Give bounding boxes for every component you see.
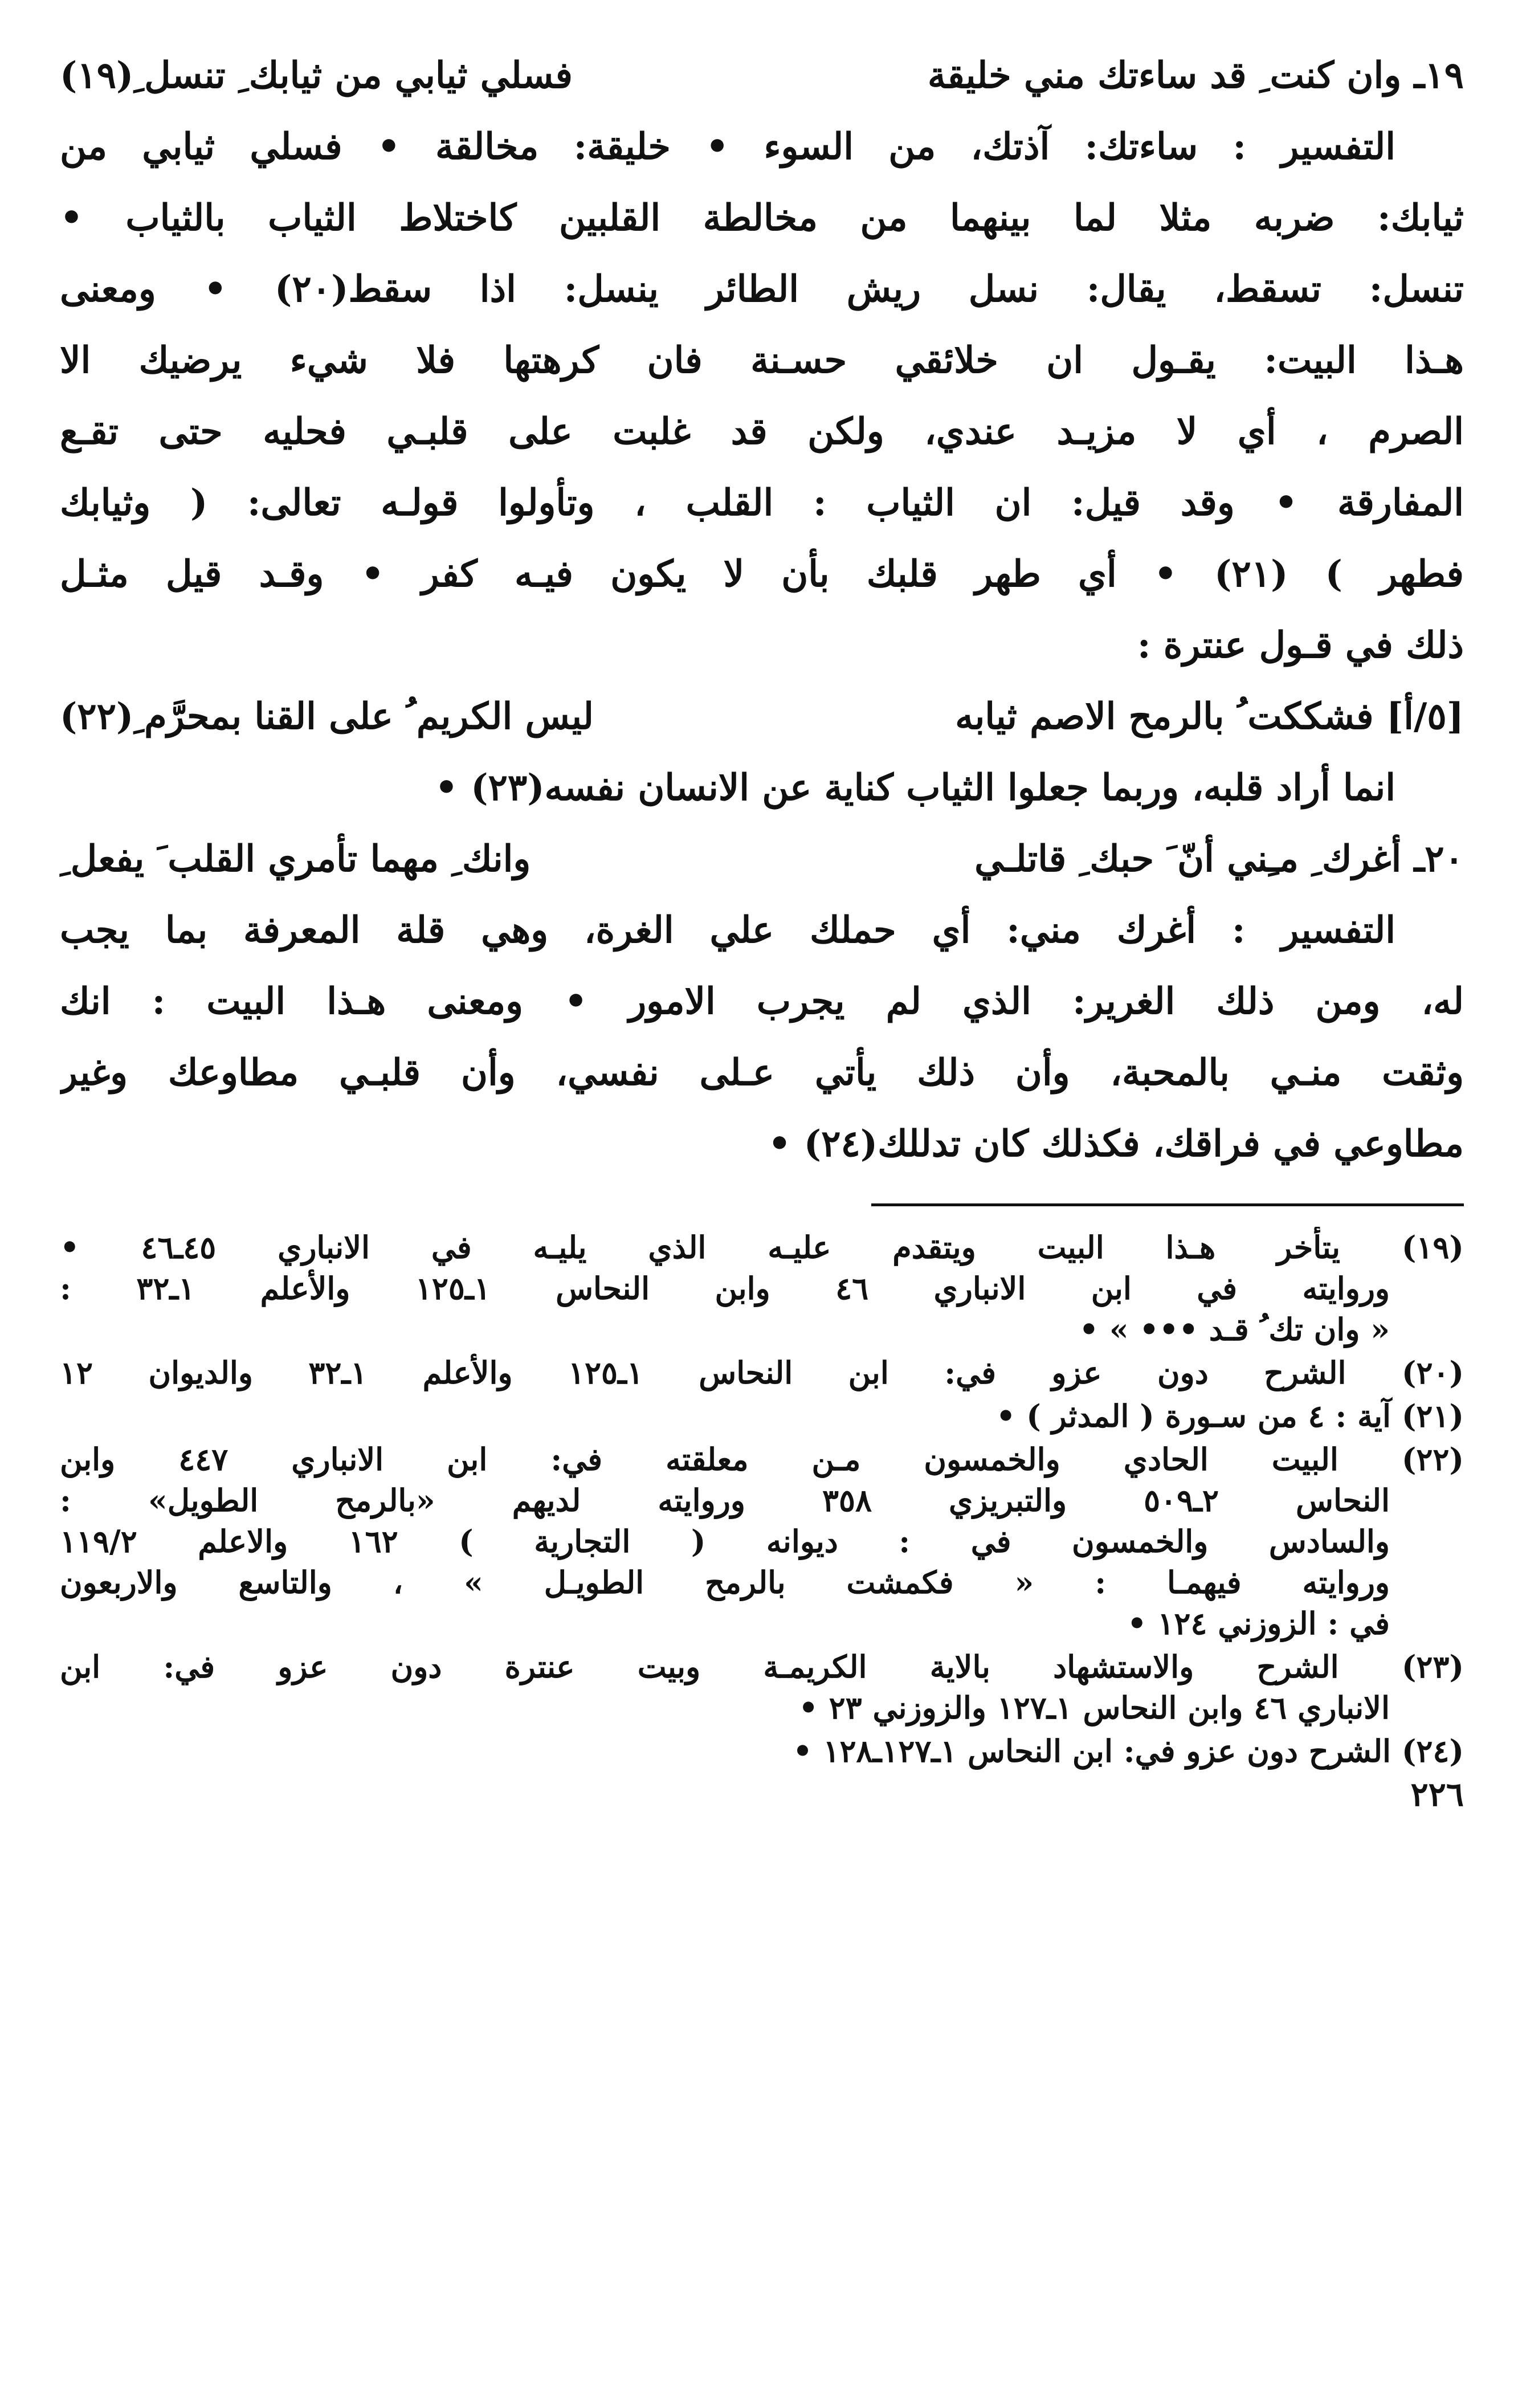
commentary-line: تنسل: تسقط، يقال: نسل ريش الطائر ينسل: اذا سقط(٢٠) • ومعنى (60, 268, 1464, 311)
antara-first-hemistich: فشككت ُ بالرمح الاصم ثيابه (955, 695, 1374, 738)
footnote-line: الانباري ٤٦ وابن النحاس ١ـ١٢٧ والزوزني ٢٣ • (798, 1689, 1390, 1726)
footnote-line: (٢٠) الشرح دون عزو في: ابن النحاس ١ـ١٢٥ والأعلم ١ـ٣٢ والديوان ١٢ (60, 1354, 1464, 1391)
verse-20-first-hemistich: ٢٠ـ أغرك ِ مـِني أنّ َ حبك ِ قاتلـي (974, 838, 1464, 880)
footnotes (60, 1227, 1464, 1772)
commentary-line: ثيابك: ضربه مثلا لما بينهما من مخالطة القلبين كاختلاط الثياب بالثياب • (60, 197, 1464, 239)
antara-second-hemistich: ليس الكريم ُ على القنا بمحرَّم ِ(٢٢) (60, 695, 594, 738)
footnote-line: (٢٣) الشرح والاستشهاد بالاية الكريمـة وبيت عنترة دون عزو في: ابن (60, 1648, 1464, 1685)
footnote-19 (60, 1227, 1464, 1350)
footnote-line: (٢٤) الشرح دون عزو في: ابن النحاس ١ـ١٢٧ـ١٢٨ • (793, 1733, 1464, 1769)
antara-verse (60, 681, 1464, 752)
antara-note: انما أراد قلبه، وربما جعلوا الثياب كناية عن الانسان نفسه(٢٣) • (435, 766, 1395, 809)
footnote-24 (60, 1731, 1464, 1772)
footnote-20 (60, 1352, 1464, 1393)
commentary-line: التفسير : أغرك مني: أي حملك علي الغرة، وهي قلة المعرفة بما يجب (60, 909, 1395, 952)
footnote-23 (60, 1646, 1464, 1728)
verse-19 (60, 40, 1464, 111)
footnote-line: وروايته فيهمـا : « فكمشت بالرمح الطويـل » ، والتاسع والاربعون (60, 1564, 1390, 1601)
commentary-line: هـذا البيت: يقـول ان خلائقي حسـنة فان كرهتها فلا شيء يرضيك الا (60, 339, 1464, 382)
commentary-line: الصرم ، أي لا مزيـد عندي، ولكن قد غلبت على قلبـي فحليه حتى تقـع (60, 410, 1464, 453)
footnote-line: (١٩) يتأخر هـذا البيت ويتقدم عليـه الذي يليـه في الانباري ٤٥ـ٤٦ • (60, 1229, 1464, 1266)
verse-20-second-hemistich: وانك ِ مهما تأمري القلب َ يفعل ِ (60, 838, 531, 880)
footnote-line: في : الزوزني ١٢٤ • (1127, 1605, 1390, 1642)
verse-19-first-hemistich: ١٩ـ وان كنت ِ قد ساءتك مني خليقة (927, 54, 1464, 97)
footnote-separator (871, 1203, 1464, 1206)
footnote-line: (٢١) آية : ٤ من سـورة ( المدثر ) • (995, 1398, 1464, 1434)
commentary-line: المفارقة • وقد قيل: ان الثياب : القلب ، وتأولوا قولـه تعالى: ( وثيابك (60, 481, 1464, 524)
commentary-line: له، ومن ذلك الغرير: الذي لم يجرب الامور • ومعنى هـذا البيت : انك (60, 980, 1464, 1023)
folio-reference: [٥/أ] (1386, 695, 1464, 738)
footnote-line: النحاس ٢ـ٥٠٩ والتبريزي ٣٥٨ وروايته لديهم «بالرمح الطويل» : (60, 1482, 1390, 1519)
footnote-22 (60, 1439, 1464, 1644)
verse-19-second-hemistich: فسلي ثيابي من ثيابك ِ تنسل ِ(١٩) (60, 54, 573, 97)
commentary-line: وثقت منـي بالمحبة، وأن ذلك يأتي عـلى نفسي، وأن قلبـي مطاوعك وغير (60, 1051, 1464, 1094)
commentary-line: ذلك في قـول عنترة : (1137, 624, 1464, 667)
commentary-20 (60, 895, 1464, 1179)
main-text (60, 40, 1464, 1179)
footnote-line: وروايته في ابن الانباري ٤٦ وابن النحاس ١ـ١٢٥ والأعلم ١ـ٣٢ : (60, 1270, 1390, 1307)
footnote-line: (٢٢) البيت الحادي والخمسون مـن معلقته في: ابن الانباري ٤٤٧ وابن (60, 1441, 1464, 1478)
commentary-line: مطاوعي في فراقك، فكذلك كان تدللك(٢٤) • (768, 1123, 1464, 1165)
commentary-19 (60, 111, 1464, 681)
verse-20 (60, 823, 1464, 895)
commentary-line: فطهر ) (٢١) • أي طهر قلبك بأن لا يكون فيـه كفر • وقـد قيل مثـل (60, 553, 1464, 595)
footnote-line: والسادس والخمسون في : ديوانه ( التجارية ) ١٦٢ والاعلم ١١٩/٢ (60, 1523, 1390, 1560)
page-number: ٢٢٦ (1410, 1775, 1464, 1814)
footnote-line: « وان تك ُ قـد ••• » • (1079, 1311, 1390, 1348)
footnote-21 (60, 1395, 1464, 1436)
commentary-line: التفسير : ساءتك: آذتك، من السوء • خليقة: مخالقة • فسلي ثيابي من (60, 125, 1395, 168)
